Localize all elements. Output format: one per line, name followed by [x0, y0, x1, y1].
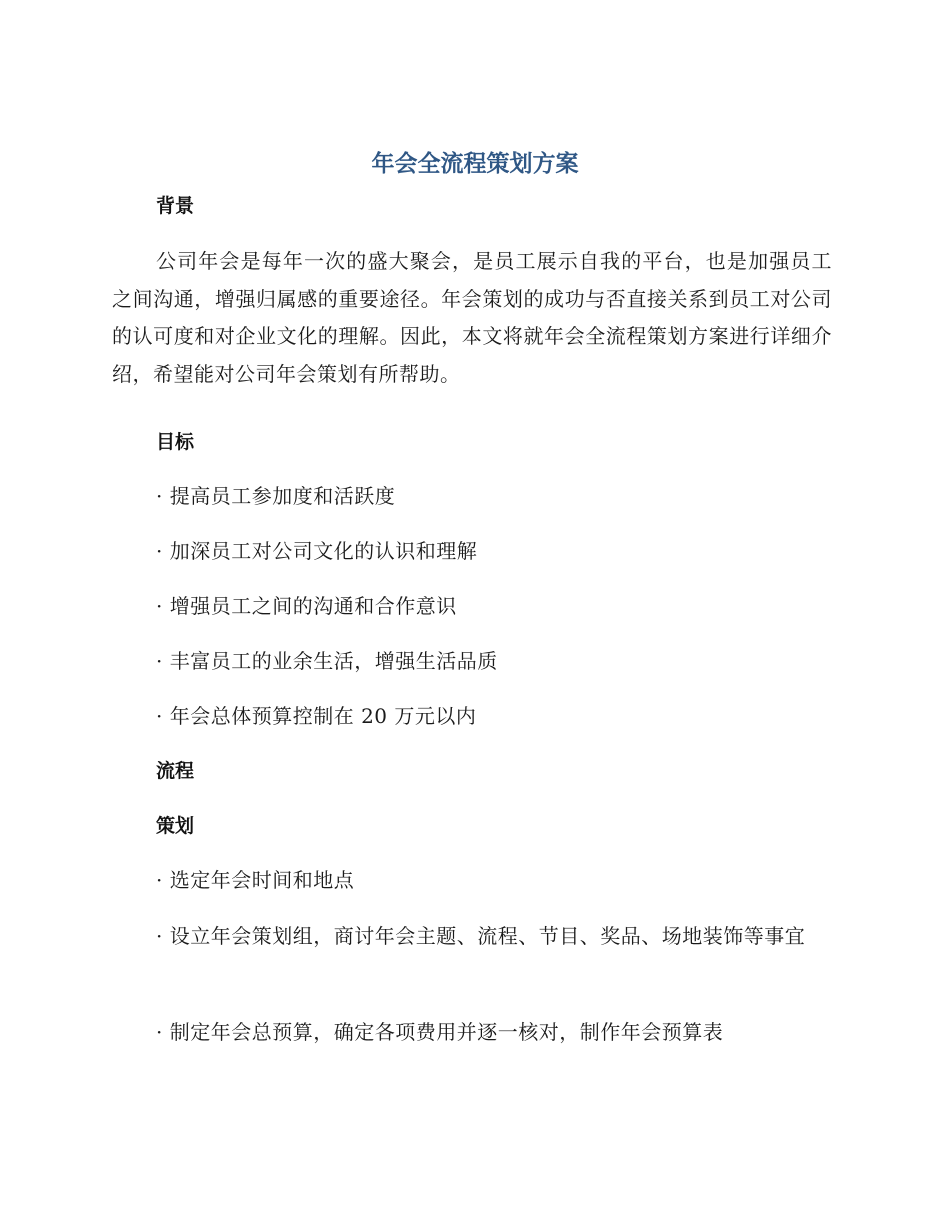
- subsection-heading-planning: 策划: [156, 815, 195, 837]
- goal-list-item: · 增强员工之间的沟通和合作意识: [156, 594, 457, 618]
- section-heading-process: 流程: [156, 760, 195, 782]
- goal-list-item: · 年会总体预算控制在 20 万元以内: [156, 704, 477, 728]
- planning-list-item: · 设立年会策划组，商讨年会主题、流程、节目、奖品、场地装饰等事宜: [156, 924, 806, 948]
- planning-list-item: · 选定年会时间和地点: [156, 868, 355, 892]
- planning-list-item: · 制定年会总预算，确定各项费用并逐一核对，制作年会预算表: [156, 1020, 724, 1044]
- goal-list-item: · 提高员工参加度和活跃度: [156, 484, 396, 508]
- section-heading-goals: 目标: [156, 431, 195, 453]
- document-title: 年会全流程策划方案: [371, 151, 579, 177]
- goal-list-item: · 加深员工对公司文化的认识和理解: [156, 539, 478, 563]
- section-heading-background: 背景: [156, 195, 195, 217]
- background-paragraph: 公司年会是每年一次的盛大聚会，是员工展示自我的平台，也是加强员工之间沟通，增强归属感的重要途径。年会策划的成功与否直接关系到员工对公司的认可度和对企业文化的理解。因此，本文将就年会全流程策划方案进行详细介绍，希望能对公司年会策划有所帮助。: [112, 249, 832, 386]
- goal-list-item: · 丰富员工的业余生活，增强生活品质: [156, 649, 498, 673]
